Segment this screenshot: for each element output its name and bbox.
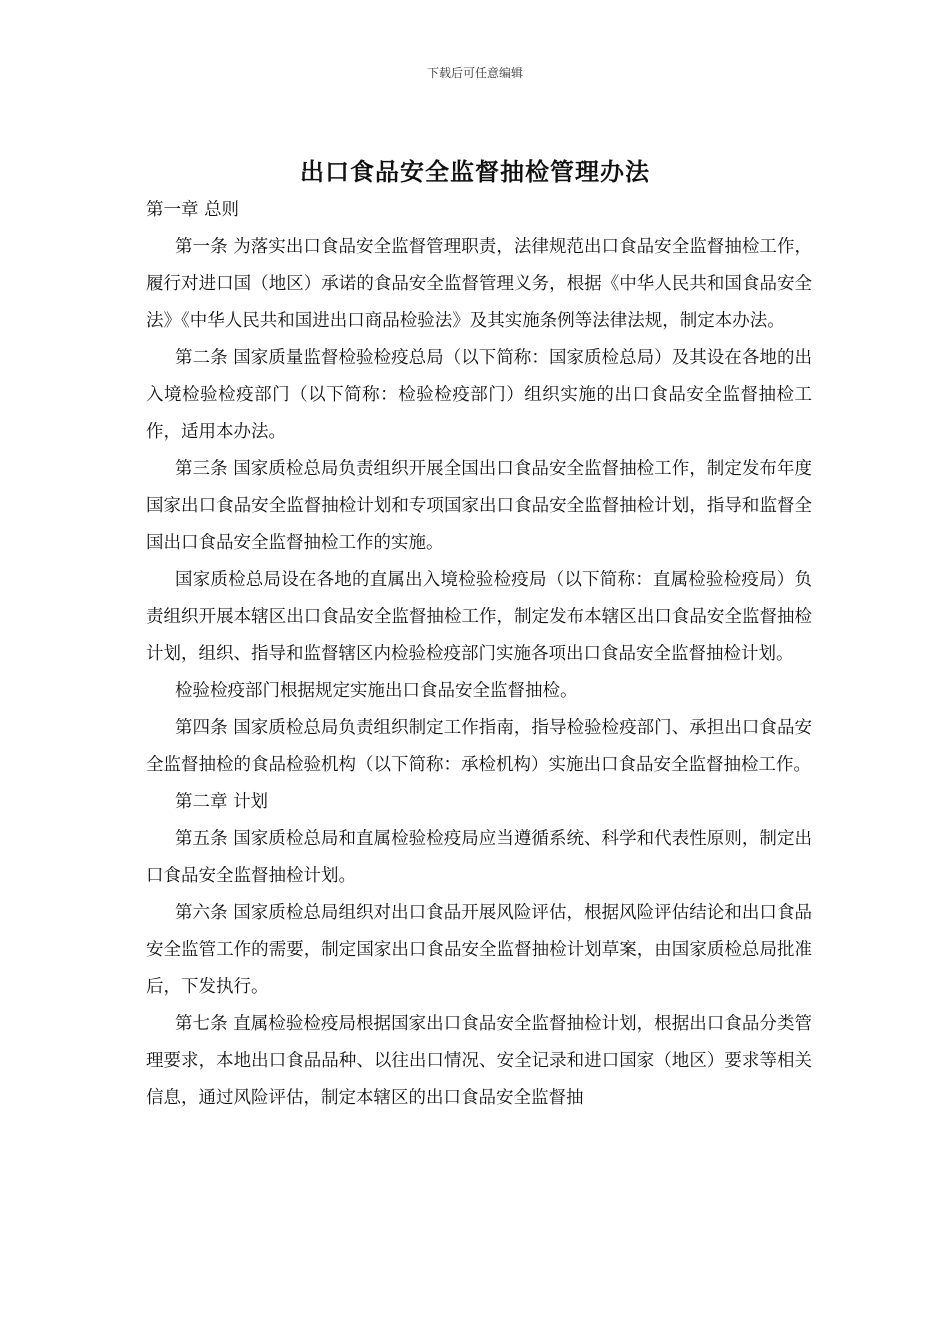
article-paragraph: 第四条 国家质检总局负责组织制定工作指南，指导检验检疫部门、承担出口食品安全监督抽检的食品检验机构（以下简称：承检机构）实施出口食品安全监督抽检工作。 xyxy=(146,718,812,775)
article-paragraph: 第五条 国家质检总局和直属检验检疫局应当遵循系统、科学和代表性原则，制定出口食品安全监督抽检计划。 xyxy=(146,829,812,886)
document-body xyxy=(146,192,812,1117)
chapter-heading: 第二章 计划 xyxy=(175,792,269,812)
article-paragraph: 国家质检总局设在各地的直属出入境检验检疫局（以下简称：直属检验检疫局）负责组织开展本辖区出口食品安全监督抽检工作，制定发布本辖区出口食品安全监督抽检计划，组织、指导和监督辖区内检验检疫部门实施各项出口食品安全监督抽检计划。 xyxy=(146,570,812,664)
article-paragraph: 第六条 国家质检总局组织对出口食品开展风险评估，根据风险评估结论和出口食品安全监管工作的需要，制定国家出口食品安全监督抽检计划草案，由国家质检总局批准后，下发执行。 xyxy=(146,903,812,997)
header-note: 下载后可任意编辑 xyxy=(426,66,523,80)
chapter-heading: 第一章 总则 xyxy=(146,200,240,220)
article-paragraph: 第三条 国家质检总局负责组织开展全国出口食品安全监督抽检工作，制定发布年度国家出口食品安全监督抽检计划和专项国家出口食品安全监督抽检计划，指导和监督全国出口食品安全监督抽检工作的实施。 xyxy=(146,459,812,553)
article-paragraph: 第七条 直属检验检疫局根据国家出口食品安全监督抽检计划，根据出口食品分类管理要求，本地出口食品品种、以往出口情况、安全记录和进口国家（地区）要求等相关信息，通过风险评估，制定本辖区的出口食品安全监督抽 xyxy=(146,1014,812,1108)
article-paragraph: 第一条 为落实出口食品安全监督管理职责，法律规范出口食品安全监督抽检工作，履行对进口国（地区）承诺的食品安全监督管理义务，根据《中华人民共和国食品安全法》《中华人民共和国进出口商品检验法》及其实施条例等法律法规，制定本办法。 xyxy=(146,237,812,331)
article-paragraph: 检验检疫部门根据规定实施出口食品安全监督抽检。 xyxy=(175,681,578,701)
article-paragraph: 第二条 国家质量监督检验检疫总局（以下简称：国家质检总局）及其设在各地的出入境检验检疫部门（以下简称：检验检疫部门）组织实施的出口食品安全监督抽检工作，适用本办法。 xyxy=(146,348,812,442)
document-title: 出口食品安全监督抽检管理办法 xyxy=(300,157,650,186)
